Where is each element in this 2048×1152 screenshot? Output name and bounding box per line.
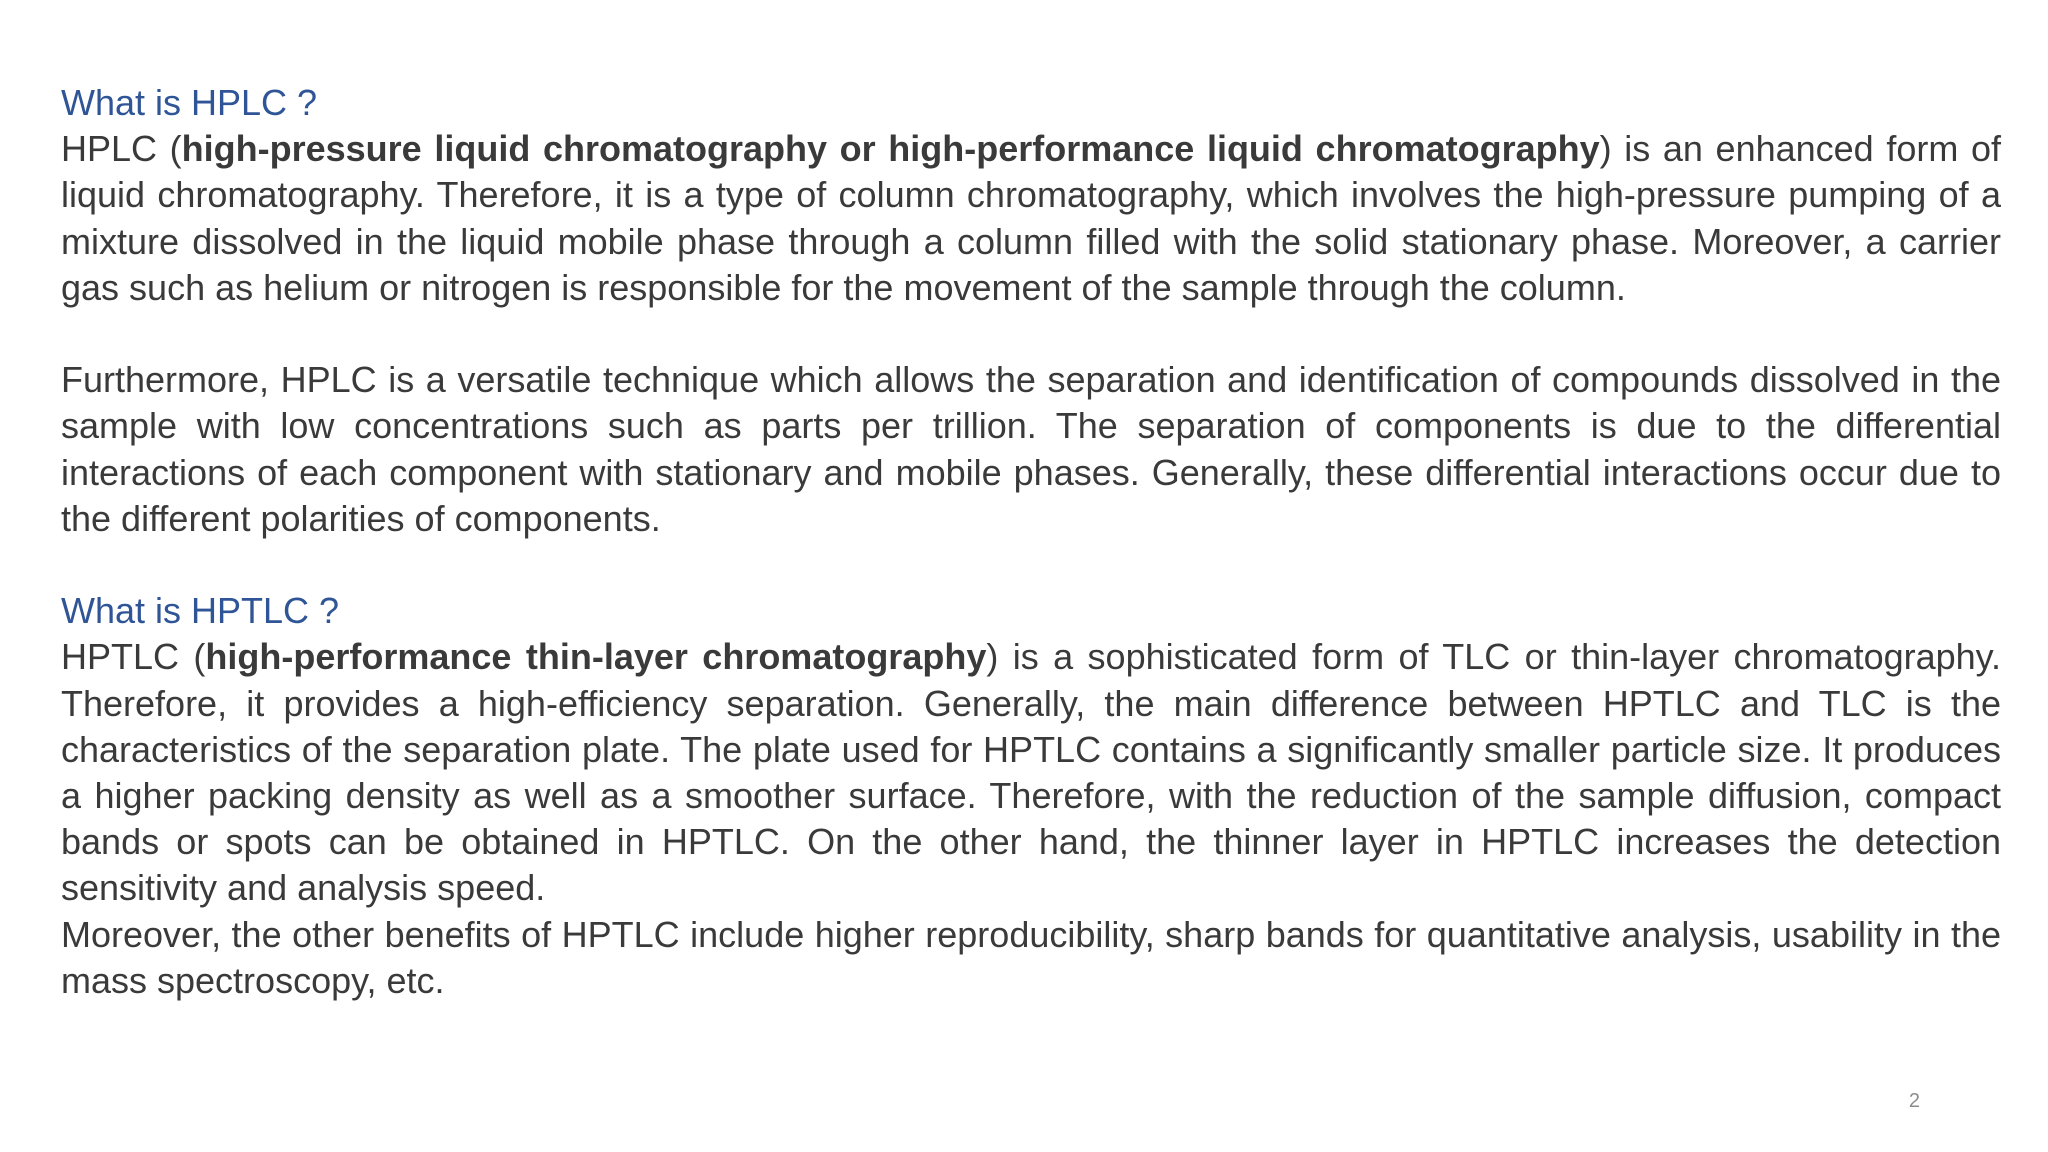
hplc-definition-rest: ) is an enhanced form of liquid chromatography. Therefore, it is a type of column chromatography, which involves the high-pressure pumping of a mixture dissolved in the liquid mobile phase through a column filled with the solid stationary phase. Moreover, a carrier gas such as helium or nitrogen is responsible for the movement of the sample through the column. <box>61 128 2001 308</box>
hptlc-definition-paragraph <box>61 634 2001 911</box>
page-number: 2 <box>1908 1090 1920 1112</box>
hplc-versatility-paragraph: Furthermore, HPLC is a versatile technique which allows the separation and identification of compounds dissolved in the sample with low concentrations such as parts per trillion. The separation of components is due to the differential interactions of each component with stationary and mobile phases. Generally, these differential interactions occur due to the different polarities of components. <box>61 359 2001 539</box>
slide-content <box>61 80 2001 1004</box>
hplc-heading: What is HPLC ? <box>61 82 318 123</box>
section-spacer <box>61 542 2001 588</box>
hptlc-definition-rest: ) is a sophisticated form of TLC or thin-layer chromatography. Therefore, it provides a high-efficiency separation. Generally, the main difference between HPTLC and TLC is the characteristics of the separation plate. The plate used for HPTLC contains a significantly smaller particle size. It produces a higher packing density as well as a smoother surface. Therefore, with the reduction of the sample diffusion, compact bands or spots can be obtained in HPTLC. On the other hand, the thinner layer in HPTLC increases the detection sensitivity and analysis speed. <box>61 636 2002 909</box>
hplc-definition-paragraph <box>61 126 2001 311</box>
hplc-definition-open: HPLC ( <box>61 128 182 170</box>
hptlc-heading: What is HPTLC ? <box>61 590 340 632</box>
hptlc-definition-open: HPTLC ( <box>61 636 206 678</box>
hplc-full-name: high-pressure liquid chromatography or high-performance liquid chromatography <box>181 128 1600 170</box>
hptlc-full-name: high-performance thin-layer chromatography <box>205 636 987 678</box>
paragraph-spacer <box>61 311 2001 357</box>
hptlc-benefits-paragraph: Moreover, the other benefits of HPTLC include higher reproducibility, sharp bands for quantitative analysis, usability in the mass spectroscopy, etc. <box>61 913 2001 1001</box>
